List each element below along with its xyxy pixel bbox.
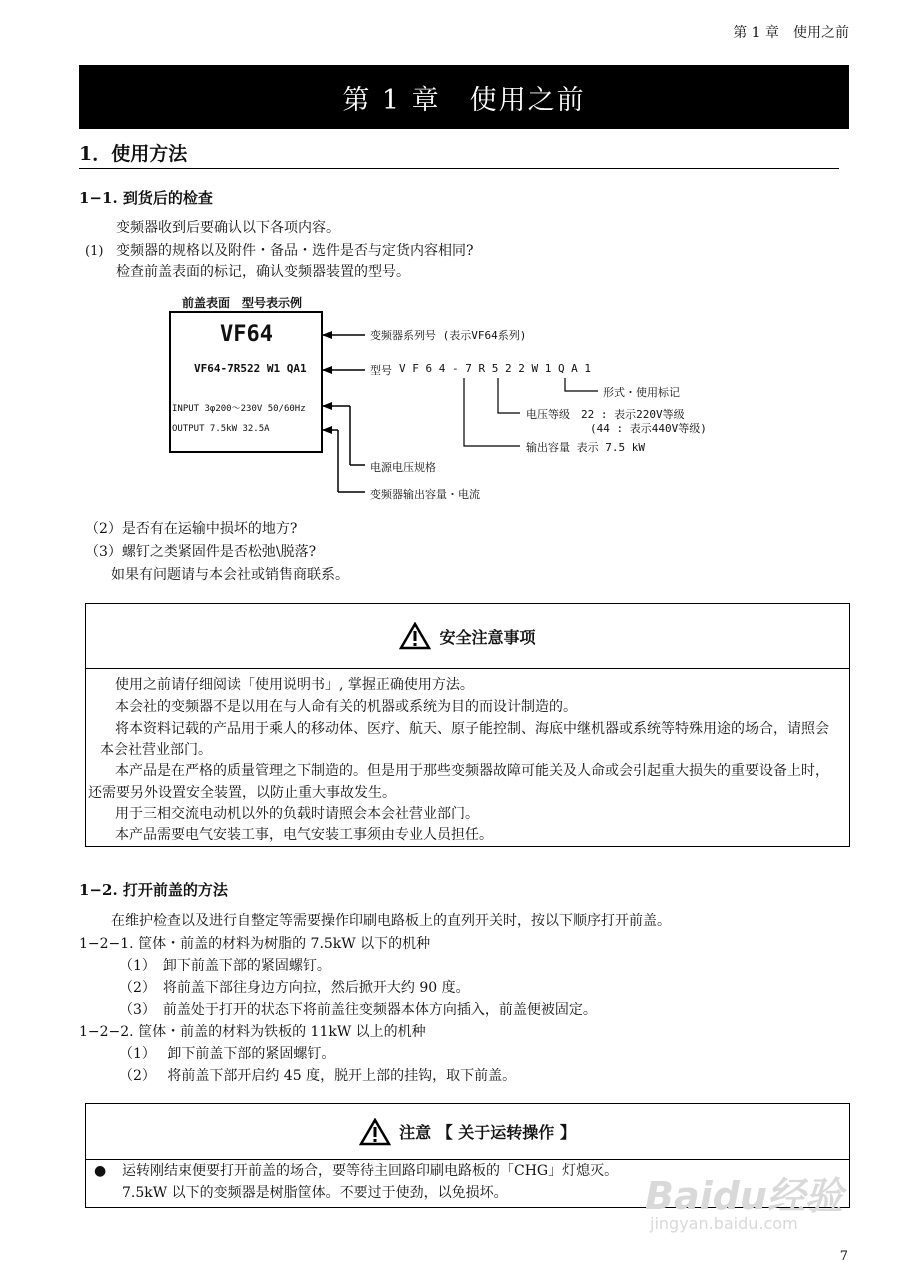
- step-item: （1） 卸下前盖下部的紧固螺钉。: [119, 958, 331, 974]
- label-output-spec: 变频器输出容量・电流: [370, 488, 480, 501]
- safety-line: 使用之前请仔细阅读「使用说明书」, 掌握正确使用方法。: [115, 677, 474, 693]
- sub-heading-1-2-2: 1−2−2. 筐体・前盖的材料为铁板的 11kW 以上的机种: [79, 1024, 426, 1040]
- chapter-title: 第 1 章 使用之前: [342, 84, 586, 116]
- bullet-icon: ●: [94, 1163, 107, 1179]
- arrow-input: [322, 402, 332, 410]
- plate-model: VF64-7R522 W1 QA1: [194, 362, 307, 375]
- safety-line: 本会社营业部门。: [100, 742, 212, 758]
- step-item: （3） 前盖处于打开的状态下将前盖往变频器本体方向插入，前盖便被固定。: [119, 1002, 597, 1018]
- label-voltage: 电压等级 22 : 表示220V等级: [526, 408, 685, 421]
- arrow-output: [322, 426, 332, 434]
- intro-text: 变频器收到后要确认以下各项内容。: [116, 220, 340, 236]
- label-form: 形式・使用标记: [603, 386, 680, 399]
- leader-voltage: [498, 378, 520, 413]
- leader-capacity: [464, 378, 520, 446]
- warning-icon: [359, 1118, 391, 1146]
- subsection-heading-1-2: 1−2. 打开前盖的方法: [79, 881, 228, 899]
- leader-form: [565, 378, 598, 391]
- plate-input: INPUT 3φ200～230V 50/60Hz: [172, 404, 306, 414]
- label-power-spec: 电源电压规格: [370, 461, 436, 474]
- item-3-text: （3）螺钉之类紧固件是否松弛\脱落?: [85, 544, 317, 560]
- caution-title: 注意 【 关于运转操作 】: [399, 1123, 576, 1142]
- safety-notice-title: 安全注意事项: [439, 627, 536, 647]
- running-header: 第 1 章 使用之前: [733, 25, 849, 41]
- safety-line: 本产品需要电气安装工事，电气安装工事须由专业人员担任。: [115, 827, 493, 843]
- label-model-prefix: 型号: [370, 364, 392, 377]
- step-item: （2） 将前盖下部开启约 45 度，脱开上部的挂钩，取下前盖。: [119, 1068, 517, 1084]
- plate-title: VF64: [220, 322, 273, 347]
- safety-line: 本会社的变频器不是以用在与人命有关的机器或系统为目的而设计制造的。: [115, 699, 577, 715]
- safety-notice-box: [85, 603, 850, 847]
- page-number: 7: [839, 1249, 848, 1264]
- item-number: (1): [85, 244, 104, 259]
- caution-line: 运转刚结束便要打开前盖的场合，要等待主回路印刷电路板的「CHG」灯熄灭。: [122, 1163, 619, 1179]
- step-item: （2） 将前盖下部往身边方向拉，然后掀开大约 90 度。: [119, 980, 470, 996]
- arrow-series: [322, 331, 332, 339]
- caution-header: [86, 1104, 849, 1160]
- label-capacity: 输出容量 表示 7.5 kW: [526, 441, 645, 454]
- step-item: （1） 卸下前盖下部的紧固螺钉。: [119, 1046, 336, 1062]
- arrow-model: [322, 366, 332, 374]
- item-1-text: 变频器的规格以及附件・备品・选件是否与定货内容相同?: [116, 243, 474, 259]
- safety-line: 本产品是在严格的质量管理之下制造的。但是用于那些变频器故障可能关及人命或会引起重大损失的重要设备上时，: [115, 763, 829, 779]
- label-voltage-alt: (44 : 表示440V等级): [590, 422, 707, 435]
- item-1-subtext: 检查前盖表面的标记，确认变频器装置的型号。: [116, 264, 410, 280]
- chapter-title-bar: [79, 65, 849, 129]
- sub-heading-1-2-1: 1−2−1. 筐体・前盖的材料为树脂的 7.5kW 以下的机种: [79, 936, 431, 952]
- label-series: 变频器系列号 (表示VF64系列): [370, 329, 527, 342]
- caution-line: 7.5kW 以下的变频器是树脂筐体。不要过于使劲，以免损坏。: [122, 1185, 508, 1201]
- safety-line: 将本资料记载的产品用于乘人的移动体、医疗、航天、原子能控制、海底中继机器或系统等特殊用途的场合，请照会: [115, 721, 829, 737]
- section-heading: 1．使用方法: [79, 142, 839, 169]
- item-2-text: （2）是否有在运输中损坏的地方?: [85, 521, 298, 537]
- intro-text-1-2: 在维护检查以及进行自整定等需要操作印刷电路板上的直列开关时，按以下顺序打开前盖。: [111, 913, 671, 929]
- safety-line: 还需要另外设置安全装置，以防止重大事故发生。: [88, 785, 396, 801]
- safety-line: 用于三相交流电动机以外的负载时请照会本会社营业部门。: [115, 806, 479, 822]
- contact-text: 如果有问题请与本会社或销售商联系。: [111, 567, 349, 583]
- warning-icon: [399, 622, 431, 650]
- watermark-url: jingyan.baidu.com: [650, 1214, 798, 1233]
- plate-output: OUTPUT 7.5kW 32.5A: [172, 424, 270, 434]
- label-model-code: V F 6 4 - 7 R 5 2 2 W 1 Q A 1: [399, 362, 592, 375]
- diagram-caption: 前盖表面 型号表示例: [182, 296, 303, 310]
- safety-notice-header: [86, 604, 849, 669]
- watermark-brand: Baidu经验: [645, 1174, 843, 1218]
- subsection-heading-1-1: 1−1. 到货后的检查: [79, 189, 213, 207]
